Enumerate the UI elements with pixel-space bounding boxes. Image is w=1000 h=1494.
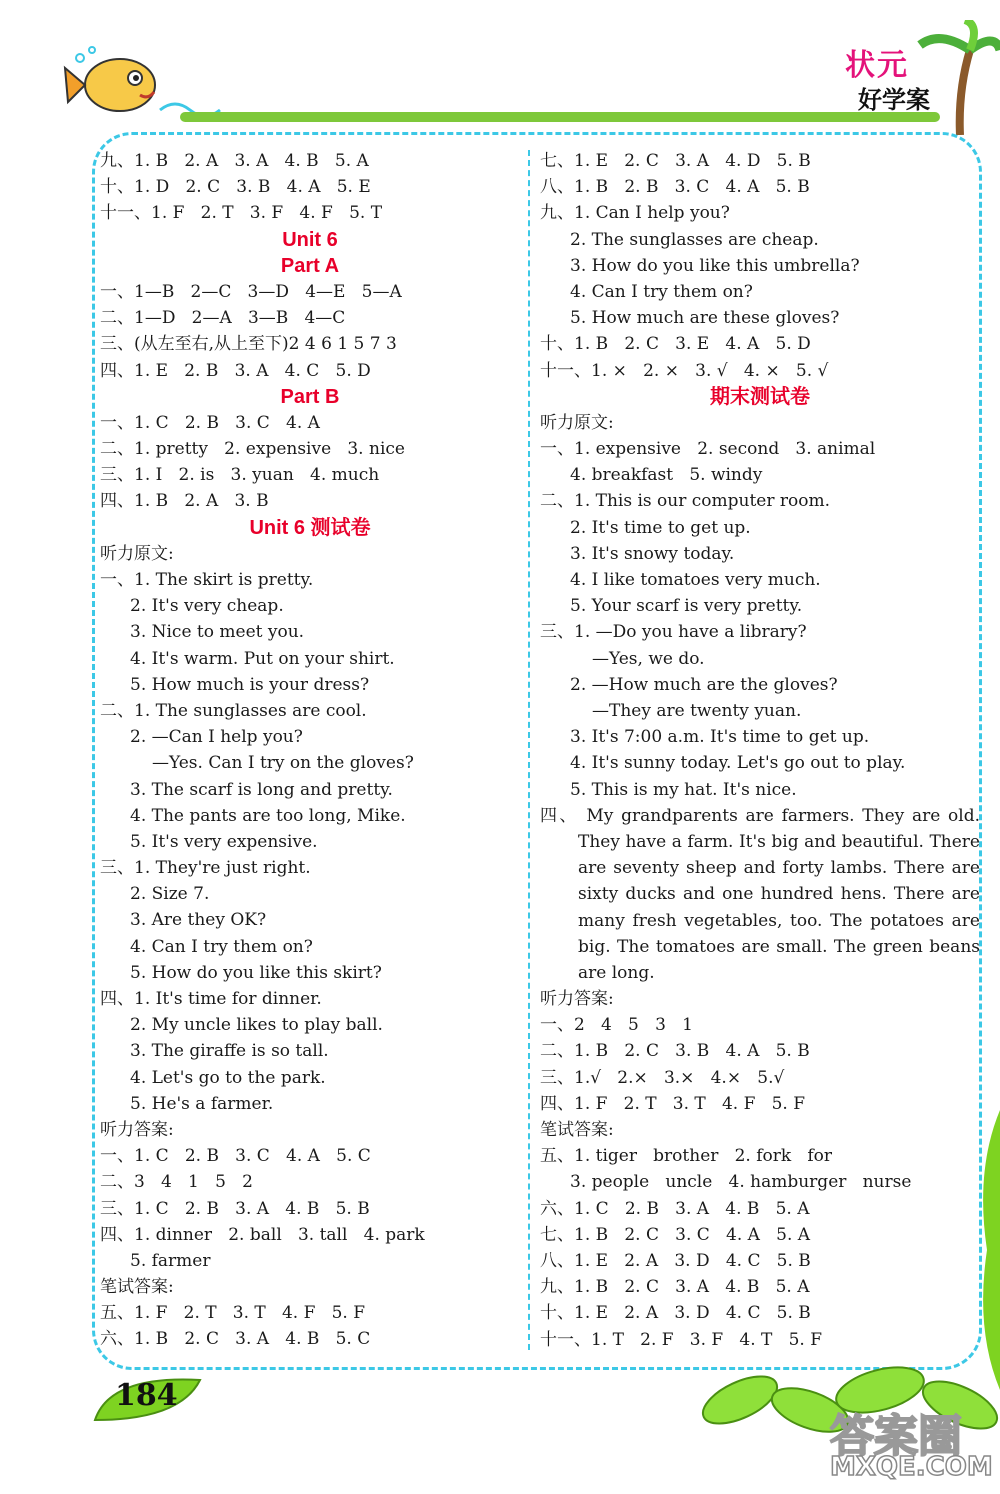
answer-line: 四、1. E 2. B 3. A 4. C 5. D bbox=[100, 360, 371, 381]
answer-line: 4. Can I try them on? bbox=[130, 936, 313, 957]
section-heading: Unit 6 测试卷 bbox=[249, 516, 371, 539]
answer-line: 3. people uncle 4. hamburger nurse bbox=[570, 1172, 912, 1193]
answer-line: 七、1. B 2. C 3. C 4. A 5. A bbox=[540, 1224, 811, 1245]
answer-line: 五、1. F 2. T 3. T 4. F 5. F bbox=[100, 1303, 366, 1324]
answer-line: 八、1. B 2. B 3. C 4. A 5. B bbox=[540, 177, 810, 198]
answer-line: 5. He's a farmer. bbox=[130, 1093, 274, 1114]
section-heading: Unit 6 bbox=[282, 228, 338, 251]
answer-line: 5. This is my hat. It's nice. bbox=[570, 779, 797, 800]
answer-line: 3. It's 7:00 a.m. It's time to get up. bbox=[570, 727, 870, 748]
answer-line: 九、1. Can I help you? bbox=[540, 203, 730, 224]
answer-line: 八、1. E 2. A 3. D 4. C 5. B bbox=[540, 1250, 811, 1271]
answer-line: 2. —How much are the gloves? bbox=[570, 674, 838, 695]
answer-line: 一、2 4 5 3 1 bbox=[540, 1015, 693, 1036]
answer-line: 3. It's snowy today. bbox=[570, 543, 735, 564]
answer-line: 十一、1. F 2. T 3. F 4. F 5. T bbox=[100, 203, 383, 224]
answer-line: 笔试答案: bbox=[100, 1277, 174, 1298]
answer-line: 2. It's time to get up. bbox=[570, 517, 751, 538]
answer-line: 三、1.√ 2.× 3.× 4.× 5.√ bbox=[540, 1067, 785, 1088]
answer-line: 四、1. It's time for dinner. bbox=[100, 989, 322, 1009]
answer-line: 二、1. This is our computer room. bbox=[540, 491, 831, 512]
answer-line: 十、1. B 2. C 3. E 4. A 5. D bbox=[540, 334, 811, 355]
answer-line: 听力原文: bbox=[540, 412, 614, 433]
answer-line: 一、1—B 2—C 3—D 4—E 5—A bbox=[100, 281, 402, 302]
page-number: 184 bbox=[115, 1378, 178, 1413]
answer-line: 二、1. The sunglasses are cool. bbox=[100, 700, 367, 721]
answer-line: 3. Nice to meet you. bbox=[130, 622, 305, 643]
answer-line: 四、1. B 2. A 3. B bbox=[100, 491, 269, 512]
answer-line: 4. I like tomatoes very much. bbox=[570, 570, 821, 590]
section-heading: Part B bbox=[280, 385, 340, 408]
answer-line: 5. farmer bbox=[130, 1250, 211, 1271]
answer-line: 六、1. B 2. C 3. A 4. B 5. C bbox=[100, 1329, 371, 1350]
answer-line: 二、1—D 2—A 3—B 4—C bbox=[100, 308, 346, 329]
answer-line: 5. Your scarf is very pretty. bbox=[570, 596, 803, 617]
answer-line: 四、1. dinner 2. ball 3. tall 4. park bbox=[100, 1224, 425, 1245]
answer-line: 3. How do you like this umbrella? bbox=[570, 255, 860, 276]
answer-line: 4. It's sunny today. Let's go out to play. bbox=[570, 753, 906, 774]
answer-line: 三、1. They're just right. bbox=[100, 858, 311, 879]
answer-line: 二、1. pretty 2. expensive 3. nice bbox=[100, 439, 405, 460]
answer-line: 十一、1. × 2. × 3. √ 4. × 5. √ bbox=[540, 360, 829, 381]
watermark-url: MXQE.COM bbox=[830, 1452, 993, 1482]
answer-line: 2. My uncle likes to play ball. bbox=[130, 1015, 383, 1036]
answer-line: 三、1. —Do you have a library? bbox=[540, 622, 807, 643]
answer-line: 七、1. E 2. C 3. A 4. D 5. B bbox=[540, 151, 811, 171]
answer-line: 3. The scarf is long and pretty. bbox=[130, 779, 393, 800]
answer-line: 3. The giraffe is so tall. bbox=[130, 1041, 329, 1062]
right-column bbox=[540, 148, 980, 1353]
answer-line: 5. It's very expensive. bbox=[130, 831, 318, 852]
section-heading: 期末测试卷 bbox=[710, 385, 810, 408]
answer-line: 二、1. B 2. C 3. B 4. A 5. B bbox=[540, 1041, 810, 1062]
answer-line: 4. It's warm. Put on your shirt. bbox=[130, 648, 395, 669]
answer-line: 2. —Can I help you? bbox=[130, 727, 303, 748]
answer-line: 九、1. B 2. A 3. A 4. B 5. A bbox=[100, 151, 369, 171]
answer-line: 六、1. C 2. B 3. A 4. B 5. A bbox=[540, 1198, 810, 1219]
answer-line: 4. Let's go to the park. bbox=[130, 1067, 326, 1088]
answer-line: 4. breakfast 5. windy bbox=[570, 465, 763, 486]
answer-line: 一、1. The skirt is pretty. bbox=[100, 570, 314, 590]
answer-line: 2. Size 7. bbox=[130, 884, 210, 905]
answer-line: 十、1. D 2. C 3. B 4. A 5. E bbox=[100, 177, 371, 198]
answer-line: 一、1. C 2. B 3. C 4. A bbox=[100, 412, 320, 433]
answer-line: 2. The sunglasses are cheap. bbox=[570, 229, 819, 250]
answer-line: 五、1. tiger brother 2. fork for bbox=[540, 1146, 833, 1167]
answer-line: 四、1. F 2. T 3. T 4. F 5. F bbox=[540, 1093, 806, 1114]
answer-line: 5. How much is your dress? bbox=[130, 674, 370, 695]
answer-line: —They are twenty yuan. bbox=[592, 700, 802, 721]
answer-line: 3. Are they OK? bbox=[130, 910, 267, 931]
answer-line: 5. How much are these gloves? bbox=[570, 308, 840, 329]
answer-line: —Yes. Can I try on the gloves? bbox=[152, 753, 414, 774]
column-divider bbox=[528, 150, 530, 1350]
logo-title: 状元 bbox=[845, 48, 909, 83]
answer-line: 听力原文: bbox=[100, 543, 174, 564]
answer-line: 5. How do you like this skirt? bbox=[130, 962, 382, 983]
answer-line: 2. It's very cheap. bbox=[130, 596, 284, 617]
answer-line: 十一、1. T 2. F 3. F 4. T 5. F bbox=[540, 1329, 823, 1350]
answer-line: 听力答案: bbox=[540, 989, 614, 1010]
logo-subtitle: 好学案 bbox=[858, 86, 930, 114]
answer-line: 听力答案: bbox=[100, 1119, 174, 1140]
left-column bbox=[100, 148, 520, 1353]
answer-line: 三、1. C 2. B 3. A 4. B 5. B bbox=[100, 1198, 370, 1219]
section-heading: Part A bbox=[280, 254, 340, 277]
answer-line: 四、 My grandparents are farmers. They are old. They have a farm. It's big and beautiful. There are seventy sheep and forty lambs. There are sixty ducks and one hundred hens. There are many fresh vegetables, too. The potatoes are big. The tomatoes are small. The green beans are long. bbox=[540, 805, 980, 983]
answer-line: 十、1. E 2. A 3. D 4. C 5. B bbox=[540, 1303, 811, 1324]
watermark-logo: 答案圈 bbox=[830, 1411, 962, 1462]
answer-line: 二、3 4 1 5 2 bbox=[100, 1172, 253, 1193]
answer-line: 一、1. C 2. B 3. C 4. A 5. C bbox=[100, 1146, 371, 1167]
header-divider bbox=[180, 112, 940, 122]
answer-line: 笔试答案: bbox=[540, 1120, 614, 1141]
answer-line: 一、1. expensive 2. second 3. animal bbox=[540, 439, 876, 460]
answer-line: 九、1. B 2. C 3. A 4. B 5. A bbox=[540, 1277, 810, 1298]
leaf-icon bbox=[975, 1110, 1000, 1390]
answer-line: 三、1. I 2. is 3. yuan 4. much bbox=[100, 465, 380, 486]
answer-line: —Yes, we do. bbox=[592, 648, 705, 669]
answer-line: 4. Can I try them on? bbox=[570, 281, 753, 302]
answer-line: 三、(从左至右,从上至下)2 4 6 1 5 7 3 bbox=[100, 334, 397, 355]
answer-line: 4. The pants are too long, Mike. bbox=[130, 805, 406, 826]
